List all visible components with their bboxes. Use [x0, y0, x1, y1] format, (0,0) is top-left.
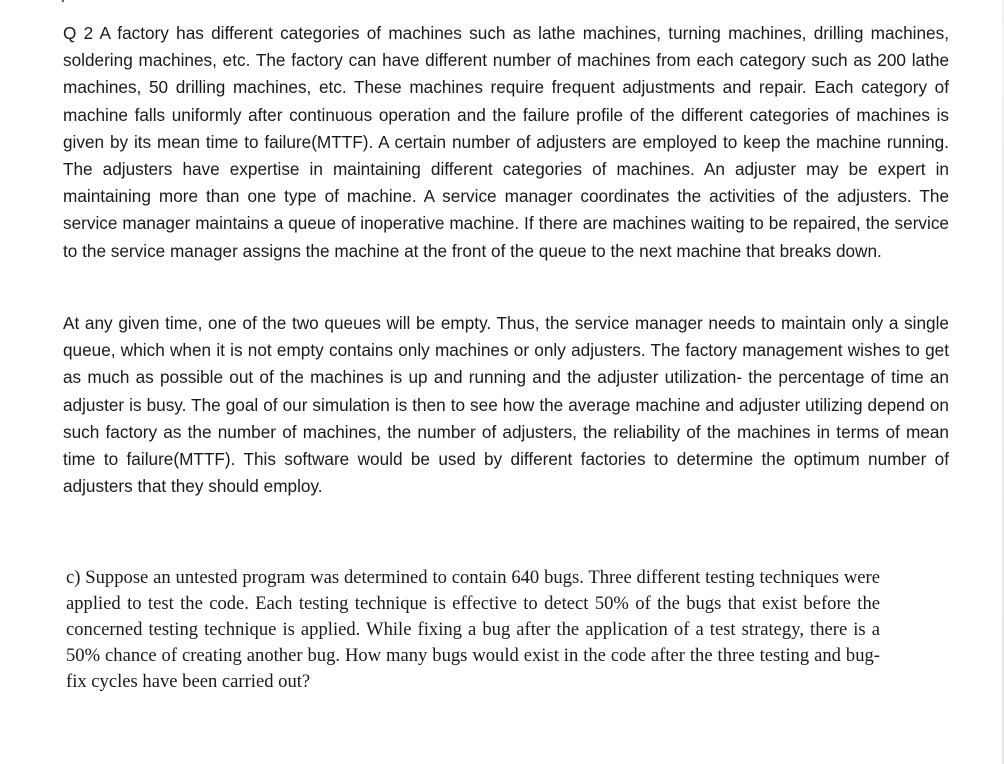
question-2-paragraph-1: Q 2 A factory has different categories of machines such as lathe machines, turning machines, drilling machines, soldering machines, etc. The factory can have different number of machines from each category such as 200 lathe machines, 50 drilling machines, etc. These machines require frequent adjustments and repair. Each category of machine falls uniformly after continuous operation and the failure profile of the different categories of machines is given by its mean time to failure(MTTF). A certain number of adjusters are employed to keep the machine running. The adjusters have expertise in maintaining different categories of machines. An adjuster may be expert in maintaining more than one type of machine. A service manager coordinates the activities of the adjusters. The service manager maintains a queue of inoperative machine. If there are machines waiting to be repaired, the service to the service manager assigns the machine at the front of the queue to the next machine that breaks down.	[63, 23, 949, 261]
question-2-paragraph-2: At any given time, one of the two queues will be empty. Thus, the service manager needs to maintain only a single queue, which when it is not empty contains only machines or only adjusters. The factory management wishes to get as much as possible out of the machines is up and running and the adjuster utilization- the percentage of time an adjuster is busy. The goal of our simulation is then to see how the average machine and adjuster utilizing depend on such factory as the number of machines, the number of adjusters, the reliability of the machines in terms of mean time to failure(MTTF). This software would be used by different factories to determine the optimum number of adjusters that they should employ.	[63, 313, 949, 497]
cropped-previous-line	[60, 0, 960, 6]
question-c-paragraph: c) Suppose an untested program was determined to contain 640 bugs. Three different testing techniques were applied to test the code. Each testing technique is effective to detect 50% of the bugs that exist before the concerned testing technique is applied. While fixing a bug after the application of a test strategy, there is a 50% chance of creating another bug. How many bugs would exist in the code after the three testing and bug-fix cycles have been carried out?	[66, 567, 880, 692]
